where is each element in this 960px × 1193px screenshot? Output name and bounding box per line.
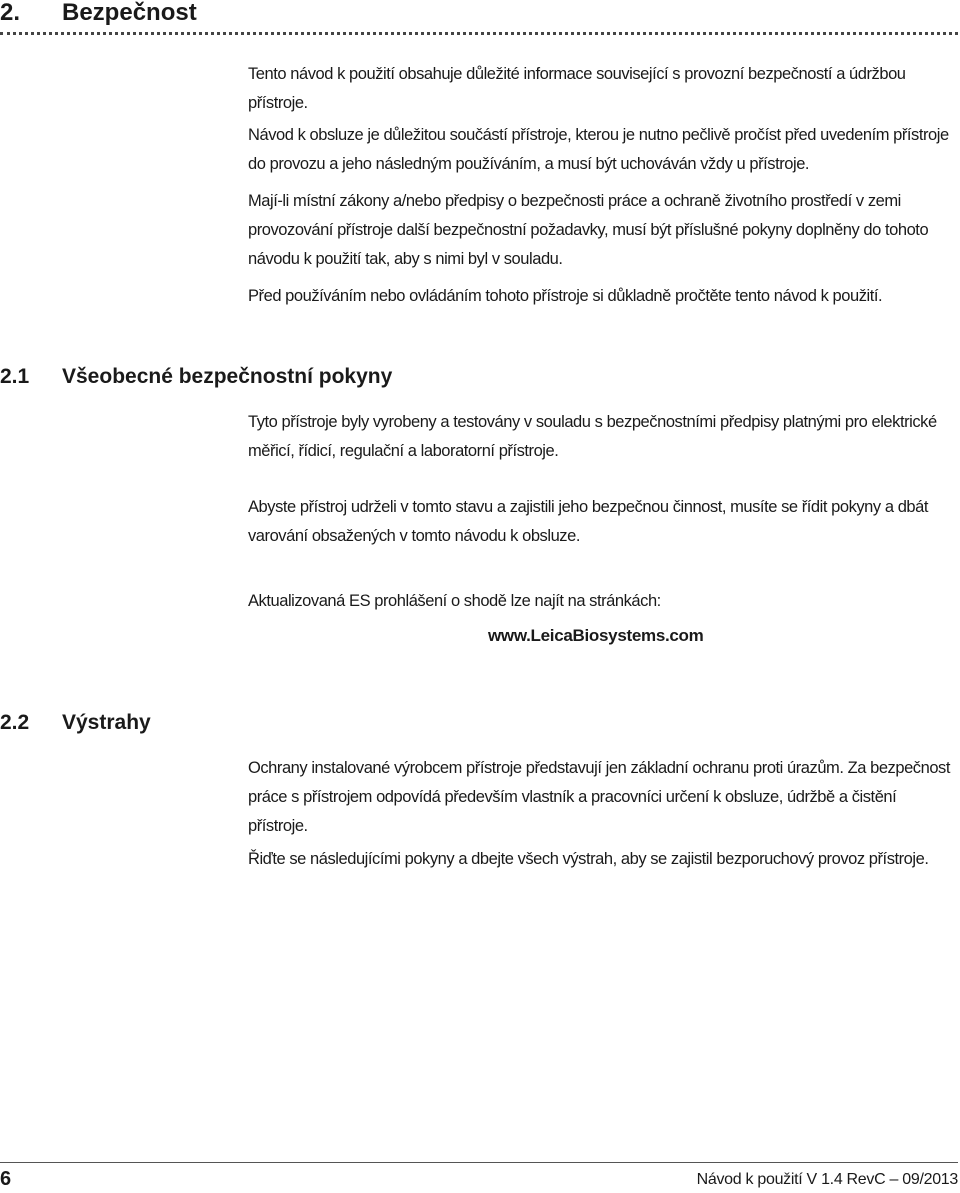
section-heading [0, 0, 197, 28]
page-number: 6 [0, 1168, 12, 1190]
subsection-number: 2.1 [0, 365, 30, 388]
intro-paragraph-4: Před používáním nebo ovládáním tohoto přístroje si důkladně pročtěte tento návod k použití. [248, 287, 883, 305]
warnings-paragraph-2: Řiďte se následujícími pokyny a dbejte všech výstrah, aby se zajistil bezporuchový provoz přístroje. [248, 850, 929, 868]
general-paragraph-1: Tyto přístroje byly vyrobeny a testovány v souladu s bezpečnostními předpisy platnými pro elektrické měřicí, řídicí, regulační a laboratorní přístroje. [248, 413, 937, 460]
intro-paragraph-1: Tento návod k použití obsahuje důležité informace související s provozní bezpečností a údržbou přístroje. [248, 65, 906, 112]
intro-paragraph-3: Mají-li místní zákony a/nebo předpisy o bezpečnosti práce a ochraně životního prostředí v zemi provozování přístroje další bezpečnostní požadavky, musí být příslušné pokyny doplněny do tohoto návodu k použití tak, aby s nimi byl v souladu. [248, 192, 929, 268]
subsection-heading-warnings [0, 710, 151, 736]
section-title: Bezpečnost [62, 0, 197, 26]
website-link[interactable]: www.LeicaBiosystems.com [488, 626, 704, 645]
subsection-number: 2.2 [0, 711, 30, 734]
general-paragraph-2: Abyste přístroj udrželi v tomto stavu a zajistili jeho bezpečnou činnost, musíte se řídit pokyny a dbát varování obsažených v tomto návodu k obsluze. [248, 498, 929, 545]
document-reference: Návod k použití V 1.4 RevC – 09/2013 [696, 1171, 958, 1188]
section-divider [0, 32, 958, 35]
intro-paragraph-2: Návod k obsluze je důležitou součástí přístroje, kterou je nutno pečlivě pročíst před uvedením přístroje do provozu a jeho následným používáním, a musí být uchováván vždy u přístroje. [248, 126, 949, 173]
general-paragraph-3: Aktualizovaná ES prohlášení o shodě lze najít na stránkách: [248, 592, 661, 610]
subsection-title: Výstrahy [62, 711, 151, 734]
warnings-paragraph-1: Ochrany instalované výrobcem přístroje představují jen základní ochranu proti úrazům. Za bezpečnost práce s přístrojem odpovídá především vlastník a pracovníci určení k obsluze, údržbě a čistění přístroje. [248, 759, 950, 835]
subsection-title: Všeobecné bezpečnostní pokyny [62, 365, 393, 388]
footer-divider [0, 1162, 958, 1163]
subsection-heading-general [0, 364, 392, 390]
section-number: 2. [0, 0, 21, 26]
